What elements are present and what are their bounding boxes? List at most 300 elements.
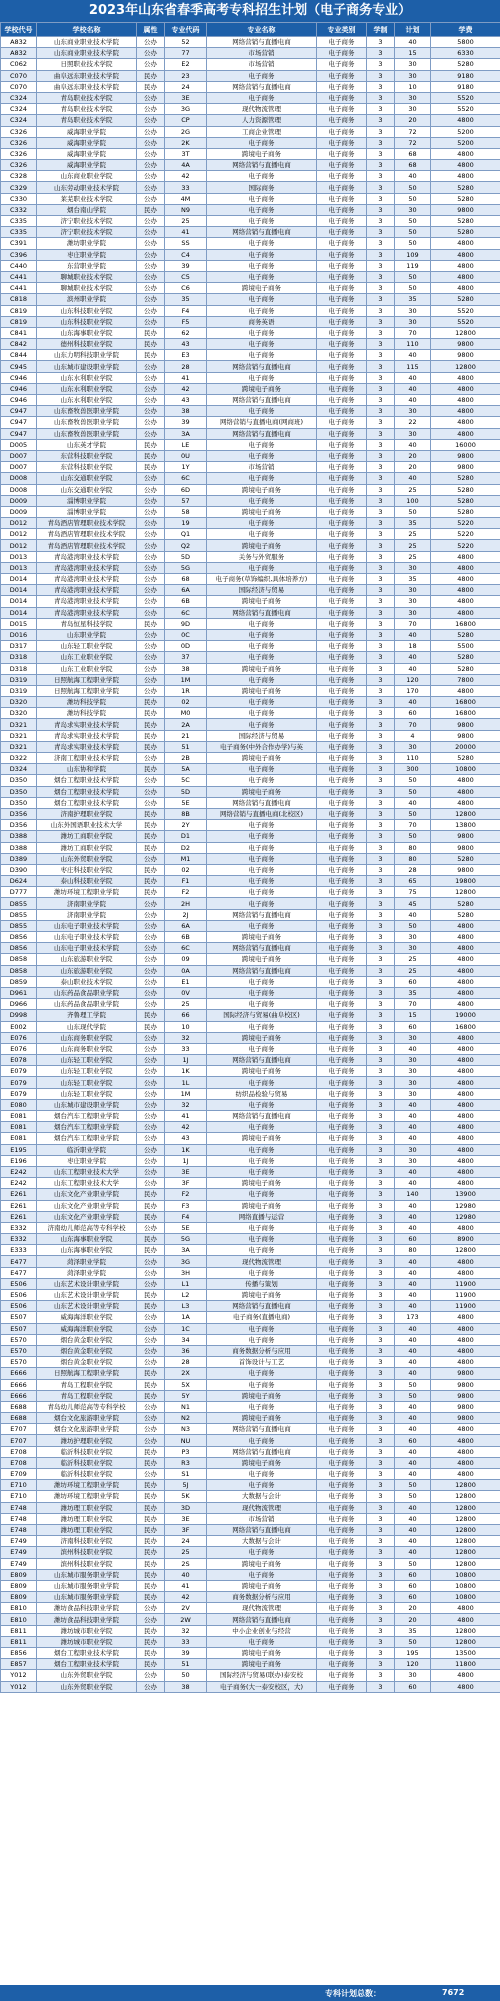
table-row <box>1 1166 500 1177</box>
table-cell: 4800 <box>431 1334 500 1345</box>
table-cell: 0A <box>165 965 207 976</box>
table-cell: D008 <box>1 473 37 484</box>
table-cell: L1 <box>165 1278 207 1289</box>
table-cell: 网络营销与直播电商 <box>207 1614 317 1625</box>
table-cell: F1 <box>165 876 207 887</box>
table-cell: E748 <box>1 1502 37 1513</box>
table-cell: 电子商务 <box>207 1368 317 1379</box>
table-cell: 3 <box>367 730 395 741</box>
table-cell: 3F <box>165 1524 207 1535</box>
table-cell: 济南护理职业学院 <box>37 808 137 819</box>
table-cell: 电子商务 <box>317 1603 367 1614</box>
table-cell: 潍坊食品科技职业学院 <box>37 1603 137 1614</box>
table-cell: 电子商务 <box>207 137 317 148</box>
table-cell: 民办 <box>137 708 165 719</box>
table-cell: 25 <box>395 954 431 965</box>
table-cell: 潍坊环境工程职业学院 <box>37 1480 137 1491</box>
table-cell: 公办 <box>137 1122 165 1133</box>
table-cell: 6C <box>165 473 207 484</box>
table-row <box>1 383 500 394</box>
table-cell: 24 <box>165 81 207 92</box>
table-row <box>1 976 500 987</box>
table-cell: 公办 <box>137 104 165 115</box>
table-cell: 威海职业学院 <box>37 160 137 171</box>
table-cell: 电子商务 <box>317 1614 367 1625</box>
table-cell: 3 <box>367 294 395 305</box>
table-cell: 3 <box>367 137 395 148</box>
table-cell: 电子商务 <box>317 238 367 249</box>
table-cell: 9800 <box>431 831 500 842</box>
table-cell: 商务数据分析与应用 <box>207 1592 317 1603</box>
table-cell: 3 <box>367 551 395 562</box>
table-cell: 4800 <box>431 249 500 260</box>
table-cell: 电子商务 <box>207 70 317 81</box>
table-cell: 电子商务 <box>317 719 367 730</box>
table-cell: 12800 <box>431 1636 500 1647</box>
table-cell: 潍坊城市职业学院 <box>37 1636 137 1647</box>
table-cell: 5280 <box>431 853 500 864</box>
table-cell: 现代物流管理 <box>207 104 317 115</box>
table-cell: 50 <box>395 775 431 786</box>
table-cell: 电子商务 <box>317 1278 367 1289</box>
table-cell: 电子商务 <box>317 596 367 607</box>
table-cell: 3 <box>367 1245 395 1256</box>
table-cell: E332 <box>1 1222 37 1233</box>
table-cell: 28 <box>165 361 207 372</box>
table-cell: 电子商务 <box>207 853 317 864</box>
table-row <box>1 674 500 685</box>
table-cell: 40 <box>395 1267 431 1278</box>
table-cell: 3 <box>367 1043 395 1054</box>
table-cell: 山东商务职业学院 <box>37 1043 137 1054</box>
table-cell: 电子商务 <box>207 719 317 730</box>
table-cell: 12800 <box>431 1625 500 1636</box>
table-cell: 民办 <box>137 864 165 875</box>
table-row <box>1 1469 500 1480</box>
table-cell: E332 <box>1 1234 37 1245</box>
table-cell: 3 <box>367 1636 395 1647</box>
table-cell: 公办 <box>137 1435 165 1446</box>
table-cell: 8900 <box>431 1234 500 1245</box>
table-cell: R3 <box>165 1457 207 1468</box>
table-cell: 2Y <box>165 820 207 831</box>
table-cell: E811 <box>1 1636 37 1647</box>
table-cell: 济南职业学院 <box>37 909 137 920</box>
table-cell: 30 <box>395 1088 431 1099</box>
table-cell: 公办 <box>137 260 165 271</box>
table-cell: 120 <box>395 1659 431 1670</box>
table-cell: 3 <box>367 808 395 819</box>
table-cell: 3 <box>367 1603 395 1614</box>
table-row <box>1 417 500 428</box>
table-cell: 0U <box>165 450 207 461</box>
table-cell: 3 <box>367 506 395 517</box>
table-cell: 潍坊科技学院 <box>37 697 137 708</box>
table-cell: D324 <box>1 764 37 775</box>
table-cell: D321 <box>1 741 37 752</box>
table-cell: P3 <box>165 1446 207 1457</box>
table-cell: D388 <box>1 831 37 842</box>
table-cell: 东营职业学院 <box>37 260 137 271</box>
table-cell: 60 <box>395 1681 431 1692</box>
table-cell: 民办 <box>137 842 165 853</box>
table-row <box>1 137 500 148</box>
table-cell: 电子商务 <box>317 1424 367 1435</box>
table-cell: 电子商务 <box>317 350 367 361</box>
table-cell: 4800 <box>431 1446 500 1457</box>
table-cell: 跨境电子商务 <box>207 1390 317 1401</box>
table-cell: 3 <box>367 1390 395 1401</box>
table-row <box>1 954 500 965</box>
table-cell: 公办 <box>137 148 165 159</box>
table-row <box>1 1010 500 1021</box>
table-cell: 潍坊城市职业学院 <box>37 1625 137 1636</box>
table-cell: 5800 <box>431 37 500 48</box>
table-cell: 3E <box>165 1166 207 1177</box>
table-cell: 临沂科技职业学院 <box>37 1469 137 1480</box>
table-cell: 57 <box>165 495 207 506</box>
table-cell: 电子商务 <box>207 238 317 249</box>
table-cell: 4800 <box>431 1066 500 1077</box>
table-cell: 3 <box>367 987 395 998</box>
table-cell: 聊城职业技术学院 <box>37 283 137 294</box>
table-cell: 市场营销 <box>207 48 317 59</box>
table-cell: 3 <box>367 876 395 887</box>
table-cell: 3 <box>367 685 395 696</box>
table-cell: C324 <box>1 104 37 115</box>
table-cell: E856 <box>1 1648 37 1659</box>
table-cell: 跨境电子商务 <box>207 663 317 674</box>
table-cell: 电子商务 <box>207 305 317 316</box>
table-cell: 52 <box>165 37 207 48</box>
table-cell: 日照航海工程职业学院 <box>37 1368 137 1379</box>
table-cell: 民办 <box>137 70 165 81</box>
table-cell: 12800 <box>431 1558 500 1569</box>
table-cell: C440 <box>1 260 37 271</box>
table-cell: 60 <box>395 1234 431 1245</box>
table-cell: 山东轻工职业学院 <box>37 641 137 652</box>
table-cell: 公办 <box>137 1099 165 1110</box>
table-cell: 40 <box>395 1334 431 1345</box>
table-cell: 24 <box>165 1536 207 1547</box>
column-header: 学校代号 <box>1 23 37 37</box>
table-cell: 4800 <box>431 585 500 596</box>
table-cell: 山东劳动职业技术学院 <box>37 182 137 193</box>
table-cell: C947 <box>1 428 37 439</box>
table-cell: 40 <box>395 1122 431 1133</box>
table-cell: 43 <box>165 395 207 406</box>
table-cell: 电子商务 <box>317 1043 367 1054</box>
table-cell: 电子商务 <box>317 372 367 383</box>
table-cell: 潍坊理工职业学院 <box>37 1502 137 1513</box>
table-cell: 15 <box>395 1010 431 1021</box>
table-cell: 山东城市服务职业学院 <box>37 1580 137 1591</box>
table-cell: 4800 <box>431 1155 500 1166</box>
table-cell: 25 <box>395 529 431 540</box>
table-cell: 山东城市建设职业学院 <box>37 361 137 372</box>
table-row <box>1 1648 500 1659</box>
table-cell: 济宁职业技术学院 <box>37 216 137 227</box>
table-cell: D777 <box>1 887 37 898</box>
table-cell: 电子商务 <box>207 339 317 350</box>
table-cell: 3 <box>367 59 395 70</box>
table-cell: 3 <box>367 1200 395 1211</box>
table-cell: C946 <box>1 372 37 383</box>
table-cell: 国际经济与贸易(联办)泰安校 <box>207 1670 317 1681</box>
table-cell: 电子商务 <box>207 1245 317 1256</box>
table-cell: 电子商务 <box>317 227 367 238</box>
table-cell: 11900 <box>431 1301 500 1312</box>
table-cell: 工商企业管理 <box>207 126 317 137</box>
table-row <box>1 1088 500 1099</box>
table-cell: 4800 <box>431 428 500 439</box>
table-cell: E3 <box>165 350 207 361</box>
table-cell: 传播与策划 <box>207 1278 317 1289</box>
table-cell: E810 <box>1 1603 37 1614</box>
table-cell: 民办 <box>137 1021 165 1032</box>
table-cell: 3 <box>367 697 395 708</box>
table-cell: 公办 <box>137 428 165 439</box>
table-cell: 民办 <box>137 1569 165 1580</box>
table-cell: 电子商务 <box>207 473 317 484</box>
table-cell: D014 <box>1 607 37 618</box>
table-cell: 40 <box>395 1446 431 1457</box>
table-cell: 3 <box>367 1278 395 1289</box>
table-cell: 电子商务 <box>317 1659 367 1670</box>
table-cell: 公办 <box>137 652 165 663</box>
table-cell: 19 <box>165 518 207 529</box>
table-cell: 电子商务 <box>317 730 367 741</box>
table-cell: 5E <box>165 797 207 808</box>
table-row <box>1 641 500 652</box>
table-cell: 3 <box>367 1614 395 1625</box>
table-cell: 电子商务 <box>317 450 367 461</box>
table-cell: 国际经济与贸易 <box>207 730 317 741</box>
table-cell: 5280 <box>431 909 500 920</box>
table-cell: 公办 <box>137 987 165 998</box>
table-cell: 3 <box>367 1625 395 1636</box>
table-cell: 山东水利职业学院 <box>37 395 137 406</box>
table-cell: 11800 <box>431 1659 500 1670</box>
table-row <box>1 775 500 786</box>
table-cell: 潍坊理工职业学院 <box>37 1513 137 1524</box>
table-row <box>1 428 500 439</box>
table-cell: E507 <box>1 1323 37 1334</box>
table-cell: 4800 <box>431 1088 500 1099</box>
table-row <box>1 965 500 976</box>
table-cell: E261 <box>1 1211 37 1222</box>
table-row <box>1 1681 500 1692</box>
table-cell: 山东艺术设计职业学院 <box>37 1290 137 1301</box>
table-cell: D321 <box>1 730 37 741</box>
table-cell: 2H <box>165 898 207 909</box>
table-cell: 6A <box>165 920 207 931</box>
table-cell: 9800 <box>431 1368 500 1379</box>
table-cell: 3 <box>367 764 395 775</box>
table-cell: 40 <box>395 1178 431 1189</box>
table-cell: 电子商务 <box>207 775 317 786</box>
table-cell: 50 <box>395 831 431 842</box>
table-cell: 30 <box>395 1032 431 1043</box>
table-cell: 1K <box>165 1066 207 1077</box>
table-cell: 公办 <box>137 909 165 920</box>
table-cell: 2X <box>165 1368 207 1379</box>
table-cell: 40 <box>395 1222 431 1233</box>
table-cell: 4800 <box>431 1222 500 1233</box>
table-cell: 民办 <box>137 1211 165 1222</box>
table-cell: 电子商务 <box>317 842 367 853</box>
table-cell: 3 <box>367 1088 395 1099</box>
table-cell: 民办 <box>137 81 165 92</box>
table-row <box>1 1368 500 1379</box>
table-cell: 70 <box>395 820 431 831</box>
table-cell: 3 <box>367 1502 395 1513</box>
table-cell: 5280 <box>431 753 500 764</box>
table-cell: E081 <box>1 1111 37 1122</box>
table-cell: 电子商务 <box>207 629 317 640</box>
table-row <box>1 1323 500 1334</box>
table-cell: 电子商务 <box>317 574 367 585</box>
table-cell: F4 <box>165 1211 207 1222</box>
table-cell: 4800 <box>431 786 500 797</box>
table-cell: 30 <box>395 607 431 618</box>
table-row <box>1 495 500 506</box>
table-cell: 公办 <box>137 294 165 305</box>
table-cell: 电子商务 <box>317 260 367 271</box>
table-cell: 5280 <box>431 227 500 238</box>
table-cell: 民办 <box>137 741 165 752</box>
table-cell: 15 <box>395 48 431 59</box>
table-cell: 电子商务 <box>317 1480 367 1491</box>
table-cell: 35 <box>395 1625 431 1636</box>
table-cell: 网络营销与直播电商 <box>207 909 317 920</box>
table-cell: 电子商务 <box>317 786 367 797</box>
table-cell: 电子商务 <box>317 37 367 48</box>
table-cell: C326 <box>1 160 37 171</box>
table-cell: 民办 <box>137 1536 165 1547</box>
table-cell: 9800 <box>431 450 500 461</box>
table-cell: 电子商务 <box>317 607 367 618</box>
table-cell: 电子商务 <box>207 641 317 652</box>
table-cell: 网络营销与直播电商 <box>207 81 317 92</box>
table-cell: 电子商务 <box>317 629 367 640</box>
table-cell: 3 <box>367 361 395 372</box>
table-cell: 民办 <box>137 1245 165 1256</box>
table-cell: 民办 <box>137 1480 165 1491</box>
table-cell: 电子商务 <box>207 1569 317 1580</box>
table-cell: 电子商务 <box>317 943 367 954</box>
table-cell: 70 <box>395 999 431 1010</box>
table-cell: 36 <box>165 1345 207 1356</box>
table-cell: 40 <box>395 629 431 640</box>
table-cell: 28 <box>165 1357 207 1368</box>
table-cell: 公办 <box>137 674 165 685</box>
table-cell: D007 <box>1 450 37 461</box>
table-row <box>1 406 500 417</box>
table-cell: 电子商务 <box>317 1368 367 1379</box>
table-cell: 电子商务 <box>317 104 367 115</box>
table-cell: 6C <box>165 607 207 618</box>
table-cell: 电子商务 <box>317 70 367 81</box>
table-cell: 6D <box>165 484 207 495</box>
table-cell: 3 <box>367 797 395 808</box>
table-cell: 电子商务 <box>207 260 317 271</box>
table-row <box>1 115 500 126</box>
table-cell: 3 <box>367 1457 395 1468</box>
table-cell: 山东海事职业学院 <box>37 1245 137 1256</box>
table-cell: 50 <box>395 1390 431 1401</box>
table-cell: 3 <box>367 607 395 618</box>
table-cell: 网络营销与直播电商 <box>207 428 317 439</box>
table-cell: 70 <box>395 618 431 629</box>
table-cell: E242 <box>1 1178 37 1189</box>
table-cell: 41 <box>165 372 207 383</box>
table-cell: E570 <box>1 1345 37 1356</box>
table-cell: 公办 <box>137 1401 165 1412</box>
table-cell: 3 <box>367 574 395 585</box>
table-cell: C330 <box>1 193 37 204</box>
table-cell: E688 <box>1 1401 37 1412</box>
table-cell: C441 <box>1 283 37 294</box>
table-row <box>1 104 500 115</box>
table-row <box>1 1558 500 1569</box>
table-row <box>1 1155 500 1166</box>
table-cell: 跨境电子商务 <box>207 753 317 764</box>
table-cell: 4800 <box>431 932 500 943</box>
table-cell: 电子商务 <box>207 1155 317 1166</box>
table-cell: 商务英语 <box>207 316 317 327</box>
table-cell: 50 <box>395 786 431 797</box>
table-cell: 山东水利职业学院 <box>37 383 137 394</box>
table-row <box>1 70 500 81</box>
table-cell: 30 <box>395 104 431 115</box>
table-cell: D389 <box>1 853 37 864</box>
table-cell: 25 <box>395 965 431 976</box>
table-cell: 公办 <box>137 898 165 909</box>
table-cell: 民办 <box>137 1625 165 1636</box>
table-cell: 跨境电子商务 <box>207 954 317 965</box>
table-cell: 4800 <box>431 406 500 417</box>
table-row <box>1 1278 500 1289</box>
table-cell: 公办 <box>137 1222 165 1233</box>
table-cell: 5280 <box>431 506 500 517</box>
table-cell: D350 <box>1 786 37 797</box>
table-cell: 5280 <box>431 484 500 495</box>
table-cell: 电子商务 <box>317 1088 367 1099</box>
table-cell: 电子商务 <box>207 518 317 529</box>
table-cell: 7800 <box>431 674 500 685</box>
table-cell: C5 <box>165 271 207 282</box>
table-cell: 现代物流管理 <box>207 1256 317 1267</box>
table-cell: 山东外贸职业学院 <box>37 1681 137 1692</box>
table-cell: 3 <box>367 1099 395 1110</box>
table-cell: 电子商务 <box>317 1502 367 1513</box>
table-cell: 5J <box>165 1480 207 1491</box>
table-row <box>1 450 500 461</box>
table-cell: 公办 <box>137 92 165 103</box>
table-cell: 4800 <box>431 1614 500 1625</box>
table-cell: 民办 <box>137 1379 165 1390</box>
table-cell: 12800 <box>431 887 500 898</box>
table-cell: 公办 <box>137 1413 165 1424</box>
table-cell: 网络营销与直播电商 <box>207 1301 317 1312</box>
table-cell: 51 <box>165 741 207 752</box>
table-cell: 19800 <box>431 876 500 887</box>
table-cell: 20 <box>395 462 431 473</box>
table-cell: 50 <box>395 1636 431 1647</box>
table-cell: 公办 <box>137 305 165 316</box>
table-cell: 山东文化产业职业学院 <box>37 1189 137 1200</box>
